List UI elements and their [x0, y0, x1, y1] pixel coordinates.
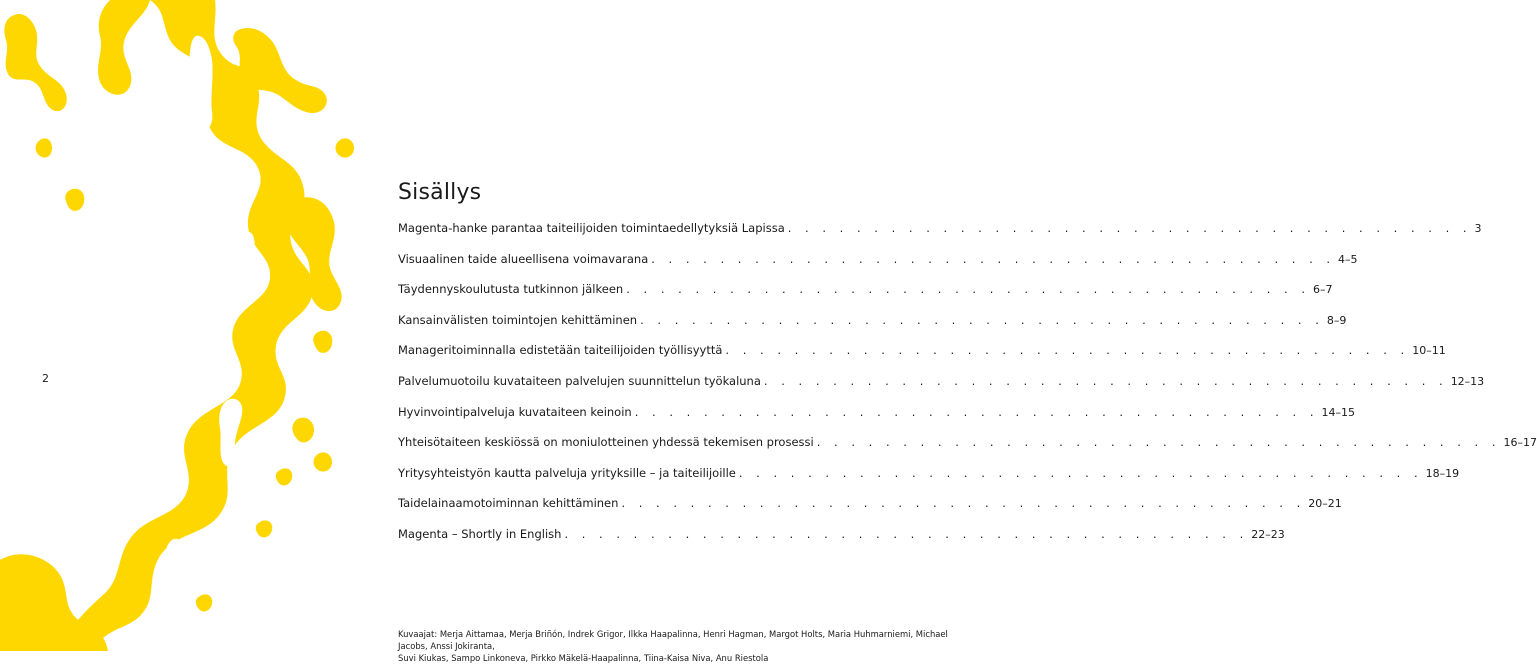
- toc-leader-dots: . . . . . . . . . . . . . . . . . . . . . . . . . . . . . . . . . . . . . . . .: [634, 404, 1319, 419]
- toc-entry[interactable]: [398, 496, 1342, 527]
- toc-entry[interactable]: [398, 465, 1460, 497]
- toc-entry-page: 12–13: [1450, 374, 1485, 388]
- toc-entry-page: 10–11: [1412, 344, 1446, 358]
- toc-entry-page: 14–15: [1321, 405, 1356, 419]
- toc-leader-dots: . . . . . . . . . . . . . . . . . . . . . . . . . . . . . . . . . . . . . . . .: [651, 251, 1336, 266]
- toc-entry-label: Täydennyskoulutusta tutkinnon jälkeen: [398, 282, 624, 297]
- toc-entry-label: Kansainvälisten toimintojen kehittäminen: [398, 312, 638, 327]
- toc-leader-dots: . . . . . . . . . . . . . . . . . . . . . . . . . . . . . . . . . . . . . . . .: [738, 465, 1423, 480]
- toc-entry-label: Visuaalinen taide alueellisena voimavarana: [398, 251, 649, 266]
- toc-entry-page: 18–19: [1425, 466, 1460, 480]
- toc-title: Sisällys: [398, 180, 482, 205]
- toc-leader-dots: . . . . . . . . . . . . . . . . . . . . . . . . . . . . . . . . . . . . . . . .: [626, 282, 1310, 297]
- photo-credits-line-2: Suvi Kiukas, Sampo Linkoneva, Pirkko Mäkelä-Haapalinna, Tiina-Kaisa Niva, Anu Riestola: [398, 653, 769, 663]
- toc-leader-dots: . . . . . . . . . . . . . . . . . . . . . . . . . . . . . . . . . . . . . . . .: [621, 496, 1306, 511]
- toc-leader-dots: . . . . . . . . . . . . . . . . . . . . . . . . . . . . . . . . . . . . . . . .: [787, 221, 1472, 235]
- toc-entry-label: Palvelumuotoilu kuvataiteen palvelujen suunnittelun työkaluna: [398, 373, 761, 388]
- toc-entry-label: Manageritoiminnalla edistetään taiteilijoiden työllisyyttä: [398, 343, 723, 358]
- toc-entry-page: 3: [1474, 222, 1482, 235]
- toc-entry-label: Hyvinvointipalveluja kuvataiteen keinoin: [398, 404, 632, 419]
- table-of-contents: [398, 180, 1537, 558]
- toc-entry[interactable]: [398, 435, 1537, 466]
- toc-entry-page: 16–17: [1503, 436, 1537, 450]
- toc-entry[interactable]: [398, 343, 1446, 374]
- photo-credits: [398, 628, 958, 664]
- toc-entry-label: Yritysyhteistyön kautta palveluja yrityksille – ja taiteilijoille: [398, 465, 736, 480]
- toc-leader-dots: . . . . . . . . . . . . . . . . . . . . . . . . . . . . . . . . . . . . . . . .: [640, 312, 1324, 327]
- toc-leader-dots: . . . . . . . . . . . . . . . . . . . . . . . . . . . . . . . . . . . . . . . .: [763, 373, 1448, 388]
- toc-entry[interactable]: [398, 221, 1482, 252]
- toc-entry[interactable]: [398, 404, 1356, 436]
- toc-entry-label: Yhteisötaiteen keskiössä on moniulotteinen yhdessä tekemisen prosessi: [398, 435, 814, 450]
- toc-entry[interactable]: [398, 251, 1358, 283]
- toc-entry-label: Magenta – Shortly in English: [398, 526, 562, 541]
- toc-entry-page: 4–5: [1338, 252, 1358, 266]
- toc-entry[interactable]: [398, 312, 1347, 344]
- page-number: 2: [42, 372, 49, 385]
- toc-entry-label: Magenta-hanke parantaa taiteilijoiden toimintaedellytyksiä Lapissa: [398, 221, 785, 235]
- toc-entry-page: 8–9: [1326, 313, 1347, 327]
- toc-entry[interactable]: [398, 373, 1485, 405]
- toc-entry-page: 20–21: [1308, 497, 1342, 511]
- toc-leader-dots: . . . . . . . . . . . . . . . . . . . . . . . . . . . . . . . . . . . . . . . .: [725, 343, 1410, 358]
- toc-entry-label: Taidelainaamotoiminnan kehittäminen: [398, 496, 619, 511]
- toc-list: [398, 221, 1537, 558]
- photo-credits-line-1: Kuvaajat: Merja Aittamaa, Merja Briñón, Indrek Grigor, Ilkka Haapalinna, Henri Hagman, Margot Holts, Maria Huhmarniemi, Michael Jacobs, Anssi Jokiranta,: [398, 629, 948, 651]
- toc-entry-page: 22–23: [1251, 527, 1285, 541]
- toc-entry[interactable]: [398, 282, 1333, 313]
- toc-leader-dots: . . . . . . . . . . . . . . . . . . . . . . . . . . . . . . . . . . . . . . . .: [816, 435, 1501, 450]
- toc-leader-dots: . . . . . . . . . . . . . . . . . . . . . . . . . . . . . . . . . . . . . . . .: [564, 526, 1249, 541]
- toc-entry[interactable]: [398, 526, 1285, 558]
- toc-entry-page: 6–7: [1313, 283, 1333, 297]
